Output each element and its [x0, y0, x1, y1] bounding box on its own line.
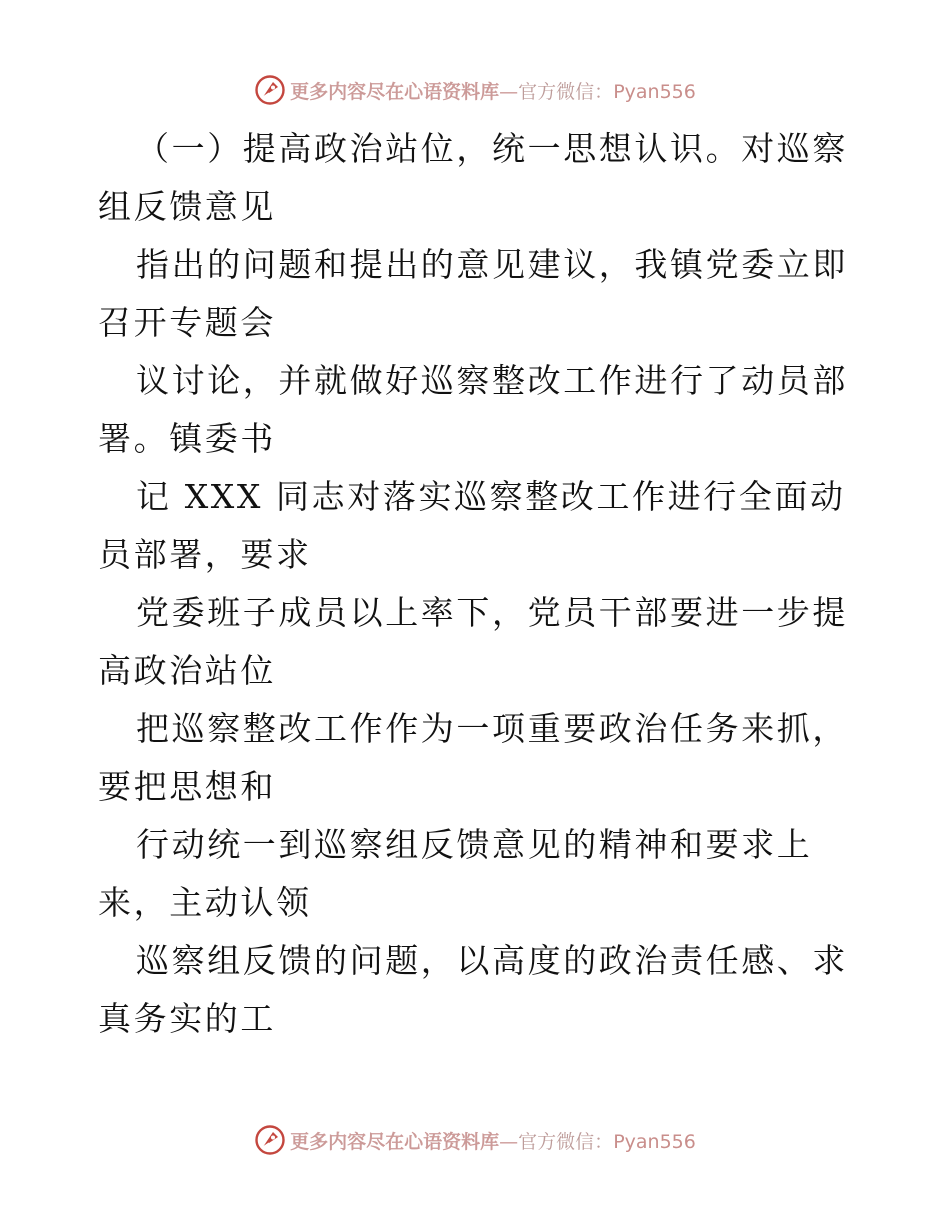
- header-banner-title: 更多内容尽在心语资料库: [290, 80, 500, 103]
- footer-banner-title: 更多内容尽在心语资料库: [290, 1130, 500, 1153]
- header-wechat-id: Pyan556: [613, 80, 696, 103]
- footer-wechat-label: 官方微信：: [518, 1130, 614, 1153]
- document-body: [98, 120, 858, 1048]
- pen-nib-logo-icon: [254, 1124, 286, 1156]
- footer-banner-separator: —: [499, 1130, 519, 1153]
- body-line: （一）提高政治站位，统一思想认识。对巡察组反馈意见: [98, 129, 848, 226]
- body-line: 巡察组反馈的问题，以高度的政治责任感、求真务实的工: [98, 941, 848, 1038]
- header-wechat-label: 官方微信：: [518, 80, 614, 103]
- header-banner-text: [290, 77, 696, 104]
- body-line: 行动统一到巡察组反馈意见的精神和要求上来，主动认领: [98, 825, 813, 922]
- body-line: 记 XXX 同志对落实巡察整改工作进行全面动员部署，要求: [98, 477, 846, 574]
- footer-banner: [0, 1120, 950, 1160]
- body-line: 把巡察整改工作作为一项重要政治任务来抓，要把思想和: [98, 709, 848, 806]
- footer-wechat-id: Pyan556: [613, 1130, 696, 1153]
- header-banner-separator: —: [499, 80, 519, 103]
- footer-banner-text: [290, 1127, 696, 1154]
- body-line: 指出的问题和提出的意见建议，我镇党委立即召开专题会: [98, 245, 848, 342]
- pen-nib-logo-icon: [254, 74, 286, 106]
- body-line: 党委班子成员以上率下，党员干部要进一步提高政治站位: [98, 593, 848, 690]
- header-banner: [0, 70, 950, 110]
- body-line: 议讨论，并就做好巡察整改工作进行了动员部署。镇委书: [98, 361, 848, 458]
